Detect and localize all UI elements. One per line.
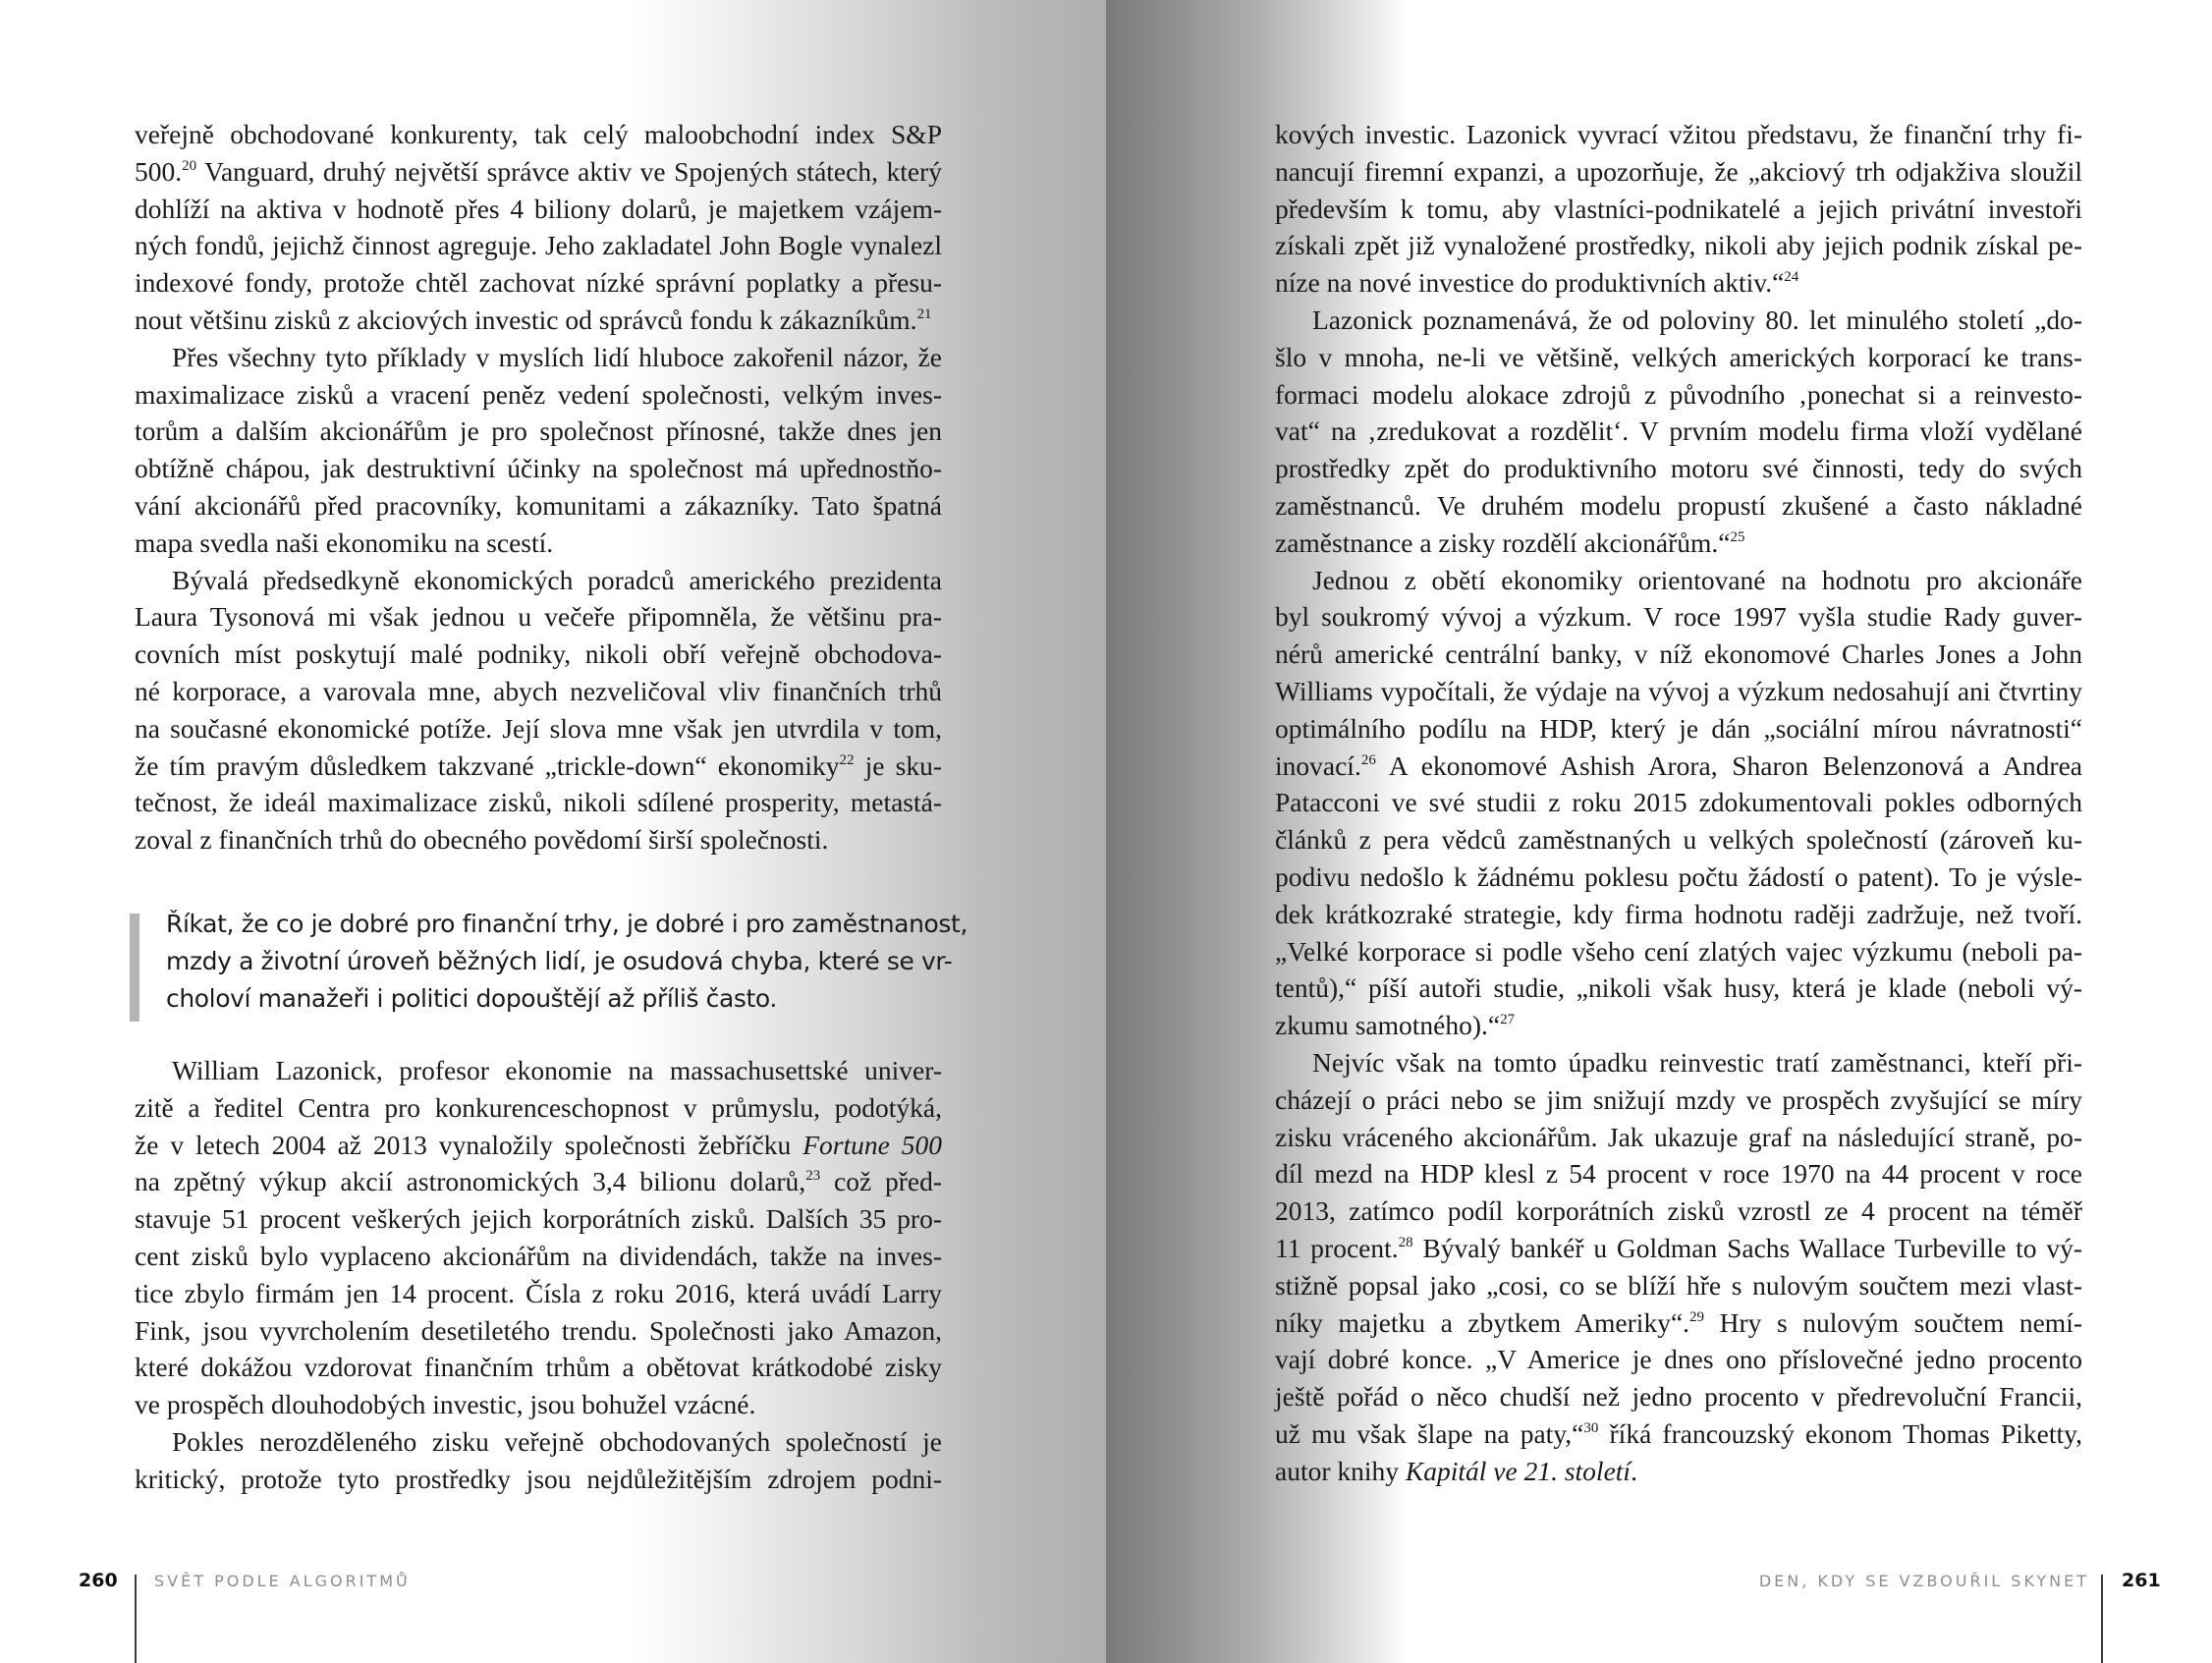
footnote-ref[interactable]: 25 [1730,528,1745,545]
pull-quote-line: Říkat, že co je dobré pro finanční trhy, je dobré i pro zaměstnanost, [166,910,968,938]
pull-quote-bar [130,914,139,1022]
running-title-right: DEN, KDY SE VZBOUŘIL SKYNET [1758,1572,2089,1590]
left-page-body-bottom [135,1052,942,1498]
text-run: zitě a ředitel Centra pro konkurenceschopnost v průmyslu, podotýká, [135,1091,942,1123]
text-line [1275,1155,2082,1192]
text-line [1275,525,2082,562]
text-run: formaci modelu alokace zdrojů z původního ‚ponechat si a reinvesto- [1275,378,2082,410]
text-run: díl mezd na HDP klesl z 54 procent v roce 1970 na 44 procent v roce [1275,1158,2082,1190]
text-line [1275,710,2082,748]
text-run: nout většinu zisků z akciových investic od správců fondu k zákazníkům. [135,304,917,335]
text-line [135,1163,942,1200]
text-run: 11 procent. [1275,1232,1399,1263]
text-line [1275,1081,2082,1119]
text-line [1275,153,2082,191]
footnote-ref[interactable]: 23 [805,1168,821,1185]
italic-title: Kapitál ve 21. století [1405,1455,1631,1486]
text-line [1275,748,2082,785]
footnote-ref[interactable]: 26 [1360,751,1376,768]
right-page-body [1275,116,2082,1489]
pull-quote-line: choloví manažeři i politici dopouštějí až příliš často. [166,984,777,1013]
text-line [1275,896,2082,933]
text-run: covních míst poskytují malé podniky, nikoli obří veřejně obchodova- [135,638,942,670]
text-line [1275,784,2082,821]
text-line [135,636,942,673]
text-run: stavuje 51 procent veškerých jejich korporátních zisků. Dalších 35 pro- [135,1203,942,1235]
text-run: což před- [820,1166,942,1197]
text-run: cent zisků bylo vyplaceno akcionářům na dividendách, takže na inves- [135,1240,942,1271]
text-line [1275,598,2082,636]
text-line [1275,821,2082,859]
text-line [135,487,942,525]
text-line [135,673,942,710]
text-line [135,598,942,636]
text-run: podivu nedošlo k žádnému poklesu počtu žádostí o patent). To je výsle- [1275,860,2082,892]
text-run: maximalizace zisků a vracení peněz vedení společnosti, velkým inves- [135,378,942,410]
text-run: autor knihy [1275,1455,1406,1486]
text-line [1275,1007,2082,1044]
text-run: indexové fondy, protože chtěl zachovat nízké správní poplatky a přesu- [135,267,942,299]
text-run: mapa svedla naši ekonomiku na scestí. [135,527,554,558]
text-run: veřejně obchodované konkurenty, tak celý maloobchodní index S&P [135,119,942,149]
text-run: vat“ na ‚zredukovat a rozdělit‘. V prvním modelu firma vloží vydělané [1275,416,2082,447]
text-run: Laura Tysonová mi však jednou u večeře připomněla, že většinu pra- [135,601,942,633]
text-run: dohlíží na aktiva v hodnotě přes 4 biliony dolarů, je majetkem vzájem- [135,193,942,224]
footnote-ref[interactable]: 21 [916,305,932,322]
text-line [1275,191,2082,228]
text-run: optimálního podílu na HDP, který je dán „sociální mírou návratnosti“ [1275,712,2082,744]
text-line [135,1312,942,1350]
text-line [1275,450,2082,487]
text-line [1275,264,2082,302]
text-run: Hry s nulovým součtem nemí- [1704,1306,2082,1338]
text-line [135,1238,942,1275]
text-run: Nejvíc však na tomto úpadku reinvestic tratí zaměstnanci, kteří při- [1312,1046,2082,1078]
text-line [1275,1453,2082,1490]
text-line [135,562,942,599]
text-line [1275,636,2082,673]
text-run: zisku vráceného akcionářům. Jak ukazuje graf na následující straně, po- [1275,1121,2082,1152]
text-run: vání akcionářů před pracovníky, komunitami a zákazníky. Tato špatná [135,489,942,521]
text-run: kritický, protože tyto prostředky jsou nejdůležitějším zdrojem podni- [135,1463,942,1494]
text-line [1275,302,2082,339]
text-line [135,1423,942,1461]
text-run: torům a dalším akcionářům je pro společnost přínosné, takže dnes jen [135,416,942,447]
text-line [1275,562,2082,599]
footnote-ref[interactable]: 20 [182,157,197,174]
pull-quote [135,906,968,1018]
text-line [1275,227,2082,264]
page-number-left: 260 [79,1570,118,1591]
footnote-ref[interactable]: 28 [1398,1234,1413,1250]
text-line [1275,1304,2082,1342]
text-run: cházejí o práci nebo se jim snižují mzdy ve prospěch zvyšující se míry [1275,1083,2082,1115]
text-line [135,376,942,414]
text-line [1275,1267,2082,1304]
text-line [135,748,942,785]
text-run: zaměstnanců. Ve druhém modelu propustí zkušené a často nákladné [1275,489,2082,521]
text-line [1275,339,2082,376]
text-line [135,302,942,339]
text-line [135,784,942,821]
running-title-left: SVĚT PODLE ALGORITMŮ [154,1572,411,1590]
text-line [135,450,942,487]
text-run: Vanguard, druhý největší správce aktiv ve Spojených státech, který [196,155,942,187]
text-run: už mu však šlape na paty,“ [1275,1417,1584,1449]
text-run: nancují firemní expanzi, a upozorňuje, že „akciový trh odjakživa sloužil [1275,155,2082,187]
text-run: 2013, zatímco podíl korporátních zisků vzrostl ze 4 procent na téměř [1275,1195,2082,1227]
footnote-ref[interactable]: 24 [1784,269,1799,286]
text-line [135,1127,942,1164]
footer-divider-left [135,1575,137,1663]
text-run: níze na nové investice do produktivních aktiv.“ [1275,267,1785,299]
text-line [1275,1415,2082,1453]
text-run: Fink, jsou vyvrcholením desetiletého trendu. Společnosti jako Amazon, [135,1314,942,1346]
text-run: 500. [135,155,183,187]
text-line [1275,933,2082,970]
text-run: říká francouzský ekonom Thomas Piketty, [1598,1417,2082,1449]
text-line [135,1275,942,1312]
text-run: níky majetku a zbytkem Ameriky“. [1275,1306,1690,1338]
text-run: Bývalá předsedkyně ekonomických poradců amerického prezidenta [172,564,942,595]
text-line [135,1200,942,1238]
text-run: Jednou z obětí ekonomiky orientované na hodnotu pro akcionáře [1312,564,2082,595]
text-run: Bývalý bankéř u Goldman Sachs Wallace Turbeville to vý- [1412,1232,2082,1263]
text-line [1275,1341,2082,1378]
text-line [135,1089,942,1127]
text-run: inovací. [1275,749,1361,781]
text-line [135,153,942,191]
text-run: ještě pořád o něco chudší než jedno procento v předrevoluční Francii, [1275,1381,2082,1413]
text-run: „Velké korporace si podle všeho cení zlatých vajec výzkumu (neboli pa- [1275,935,2082,967]
text-run: vají dobré konce. „V Americe je dnes ono příslovečné jedno procento [1275,1344,2082,1375]
text-line [135,413,942,450]
text-run: zaměstnance a zisky rozdělí akcionářům.“ [1275,527,1731,558]
text-run: A ekonomové Ashish Arora, Sharon Belenzonová a Andrea [1375,749,2082,781]
footnote-ref[interactable]: 22 [839,751,855,768]
text-run: tečnost, že ideál maximalizace zisků, nikoli sdílené prosperity, metastá- [135,787,942,818]
text-run: Pokles nerozděleného zisku veřejně obchodovaných společností je [172,1425,942,1457]
text-run: zoval z finančních trhů do obecného povědomí širší společnosti. [135,824,829,856]
text-line [135,1386,942,1423]
text-line [135,1349,942,1386]
text-run: byl soukromý vývoj a výzkum. V roce 1997 vyšla studie Rady guver- [1275,601,2082,633]
text-line [1275,1119,2082,1156]
text-run: stižně popsal jako „cosi, co se blíží hře s nulovým součtem mezi vlast- [1275,1269,2082,1301]
text-line [135,525,942,562]
text-line [1275,970,2082,1007]
text-run: William Lazonick, profesor ekonomie na massachusettské univer- [172,1055,942,1085]
text-run: tice zbylo firmám jen 14 procent. Čísla z roku 2016, která uvádí Larry [135,1277,942,1308]
text-run: článků z pera vědců zaměstnaných u velkých společností (zároveň ku- [1275,824,2082,856]
text-run: především k tomu, aby vlastníci-podnikatelé a jejich privátní investoři [1275,193,2082,224]
footnote-ref[interactable]: 29 [1689,1308,1705,1325]
text-run: ných fondů, jejichž činnost agreguje. Jeho zakladatel John Bogle vynalezl [135,230,942,261]
text-line [1275,673,2082,710]
text-run: obtížně chápou, jak destruktivní účinky na společnost má upřednostňo- [135,453,942,484]
text-line [1275,376,2082,414]
text-run: na zpětný výkup akcií astronomických 3,4 bilionu dolarů, [135,1166,806,1197]
text-run: je sku- [854,749,942,781]
pull-quote-line: mzdy a životní úroveň běžných lidí, je osudová chyba, které se vr- [166,947,953,975]
text-line [1275,859,2082,896]
text-line [135,1052,942,1089]
text-line [1275,1378,2082,1415]
text-run: ve prospěch dlouhodobých investic, jsou bohužel vzácné. [135,1389,756,1420]
text-run: dek krátkozraké strategie, kdy firma hodnotu raději zadržuje, než tvoří. [1275,898,2082,929]
text-line [1275,487,2082,525]
text-line [135,264,942,302]
text-line [1275,116,2082,153]
page-number-right: 261 [2122,1570,2161,1591]
left-page-body-top [135,116,942,859]
text-run: Přes všechny tyto příklady v myslích lidí hluboce zakořenil názor, že [172,341,942,372]
text-run: Lazonick poznamenává, že od poloviny 80. let minulého století „do- [1312,304,2082,335]
text-run: na současné ekonomické potíže. Její slova mne však jen utvrdila v tom, [135,712,942,744]
text-run: získali zpět již vynaložené prostředky, nikoli aby jejich podnik získal pe- [1275,230,2082,261]
text-run: . [1631,1455,1637,1486]
footnote-ref[interactable]: 27 [1500,1012,1516,1028]
right-page [1106,0,2212,1663]
text-line [135,116,942,153]
text-line [1275,1044,2082,1081]
text-run: Williams vypočítali, že výdaje na vývoj a výzkum nedosahují ani čtvrtiny [1275,675,2082,706]
text-run: že v letech 2004 až 2013 vynaložily společnosti žebříčku [135,1129,803,1160]
text-line [135,1461,942,1498]
italic-title: Fortune 500 [802,1129,942,1160]
text-line [1275,1192,2082,1230]
text-run: Patacconi ve své studii z roku 2015 zdokumentovali pokles odborných [1275,787,2082,818]
text-line [1275,413,2082,450]
text-line [135,191,942,228]
text-run: prostředky zpět do produktivního motoru své činnosti, tedy do svých [1275,453,2082,484]
text-run: nérů americké centrální banky, v níž ekonomové Charles Jones a John [1275,638,2082,670]
text-run: zkumu samotného).“ [1275,1010,1501,1041]
text-run: né korporace, a varovala mne, abych nezveličoval vliv finančních trhů [135,675,942,706]
text-line [135,821,942,859]
text-run: že tím pravým důsledkem takzvané „trickle-down“ ekonomiky [135,749,840,781]
text-run: které dokážou vzdorovat finančním trhům a obětovat krátkodobé zisky [135,1352,942,1383]
text-run: kových investic. Lazonick vyvrací vžitou představu, že finanční trhy fi- [1275,119,2082,149]
footer-divider-right [2101,1575,2103,1663]
footnote-ref[interactable]: 30 [1583,1419,1599,1436]
text-run: tentů),“ píší autoři studie, „nikoli však husy, která je klade (neboli vý- [1275,972,2082,1004]
text-line [135,710,942,748]
text-run: šlo v mnoha, ne-li ve většině, velkých amerických korporací ke trans- [1275,341,2082,372]
text-line [135,227,942,264]
text-line [135,339,942,376]
text-line [1275,1230,2082,1267]
